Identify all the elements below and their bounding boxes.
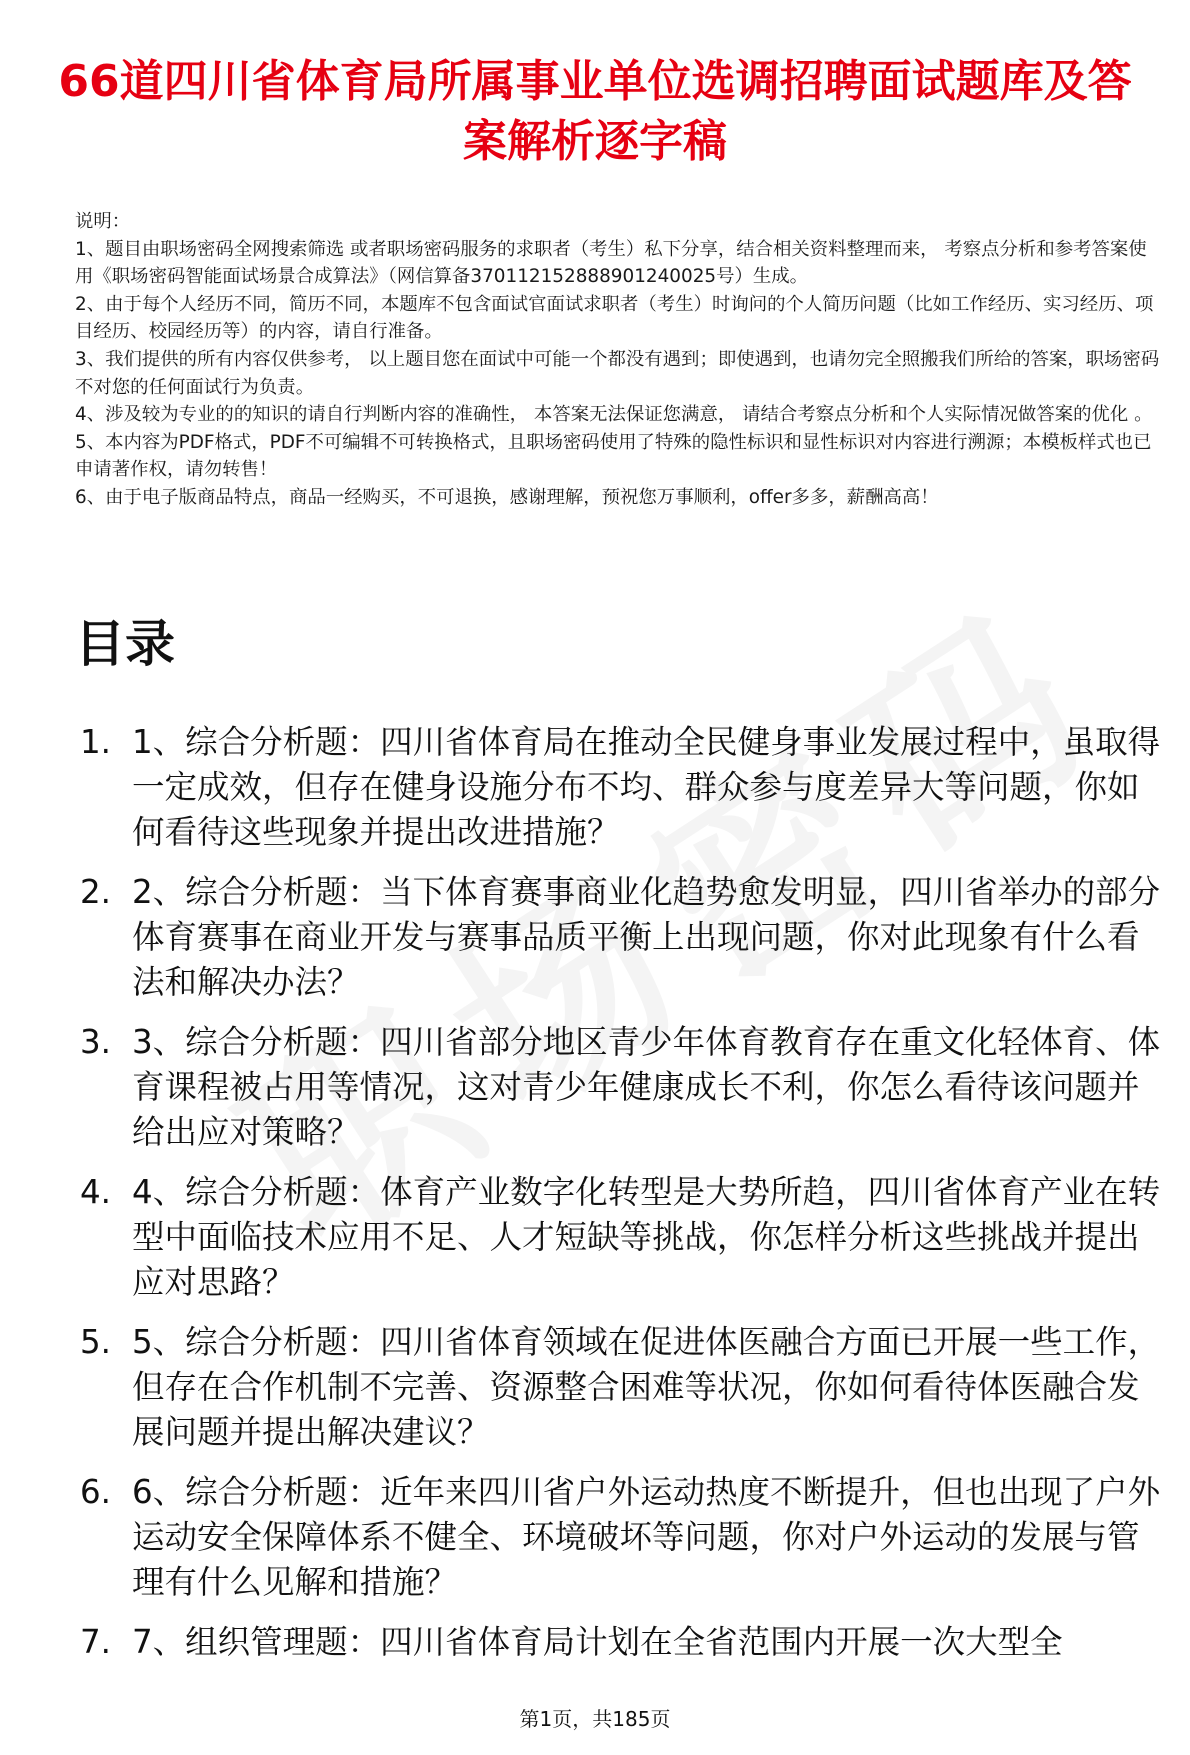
toc-item-text: 7、组织管理题：四川省体育局计划在全省范围内开展一次大型全 [132, 1623, 1063, 1661]
toc-item-number: 5. [80, 1323, 112, 1361]
toc-item-text: 3、综合分析题：四川省部分地区青少年体育教育存在重文化轻体育、体育课程被占用等情况，这对青少年健康成长不利，你怎么看待该问题并给出应对策略？ [132, 1023, 1161, 1151]
toc-item-number: 7. [80, 1623, 112, 1661]
note-item: 1、题目由职场密码全网搜索筛选 或者职场密码服务的求职者（考生）私下分享，结合相关资料整理而来， 考察点分析和参考答案使用《职场密码智能面试场景合成算法》（网信算备370112152888901240025号）生成。 [75, 238, 1147, 288]
toc-item[interactable] [80, 720, 1170, 855]
note-item: 5、本内容为PDF格式，PDF不可编辑不可转换格式，且职场密码使用了特殊的隐性标识和显性标识对内容进行溯源；本模板样式也已申请著作权，请勿转售！ [75, 431, 1152, 481]
toc-item-text: 2、综合分析题：当下体育赛事商业化趋势愈发明显，四川省举办的部分体育赛事在商业开发与赛事品质平衡上出现问题，你对此现象有什么看法和解决办法？ [132, 873, 1161, 1001]
toc-item-number: 6. [80, 1473, 112, 1511]
toc-item-text: 5、综合分析题：四川省体育领域在促进体医融合方面已开展一些工作，但存在合作机制不完善、资源整合困难等状况，你如何看待体医融合发展问题并提出解决建议？ [132, 1323, 1161, 1451]
toc-item-text: 4、综合分析题：体育产业数字化转型是大势所趋，四川省体育产业在转型中面临技术应用不足、人才短缺等挑战，你怎样分析这些挑战并提出应对思路？ [132, 1173, 1161, 1301]
note-item: 2、由于每个人经历不同，简历不同，本题库不包含面试官面试求职者（考生）时询问的个人简历问题（比如工作经历、实习经历、项目经历、校园经历等）的内容，请自行准备。 [75, 293, 1154, 343]
toc-item-text: 1、综合分析题：四川省体育局在推动全民健身事业发展过程中，虽取得一定成效，但存在健身设施分布不均、群众参与度差异大等问题，你如何看待这些现象并提出改进措施？ [132, 723, 1161, 851]
toc-item-number: 1. [80, 723, 112, 761]
toc-item[interactable] [80, 1320, 1170, 1455]
toc-item[interactable] [80, 1170, 1170, 1305]
toc-item[interactable] [80, 1470, 1170, 1605]
note-item: 4、涉及较为专业的的知识的请自行判断内容的准确性， 本答案无法保证您满意， 请结合考察点分析和个人实际情况做答案的优化 。 [75, 404, 1153, 426]
page-footer: 第1页，共185页 [519, 1707, 671, 1731]
toc-item-text: 6、综合分析题：近年来四川省户外运动热度不断提升，但也出现了户外运动安全保障体系不健全、环境破坏等问题，你对户外运动的发展与管理有什么见解和措施？ [132, 1473, 1161, 1601]
note-item: 3、我们提供的所有内容仅供参考， 以上题目您在面试中可能一个都没有遇到；即使遇到，也请勿完全照搬我们所给的答案，职场密码不对您的任何面试行为负责。 [75, 348, 1160, 398]
notes-label: 说明： [75, 211, 131, 232]
note-item: 6、由于电子版商品特点，商品一经购买，不可退换，感谢理解，预祝您万事顺利，offer多多，薪酬高高！ [75, 486, 939, 508]
document-title: 66道四川省体育局所属事业单位选调招聘面试题库及答案解析逐字稿 [58, 56, 1132, 167]
toc-item-number: 3. [80, 1023, 112, 1061]
table-of-contents [80, 720, 1170, 1680]
disclaimer-notes [75, 208, 1165, 512]
toc-item[interactable] [80, 1020, 1170, 1155]
toc-item-number: 2. [80, 873, 112, 911]
toc-heading: 目录 [75, 615, 175, 673]
toc-item-number: 4. [80, 1173, 112, 1211]
toc-item[interactable] [80, 1620, 1170, 1665]
toc-item[interactable] [80, 870, 1170, 1005]
